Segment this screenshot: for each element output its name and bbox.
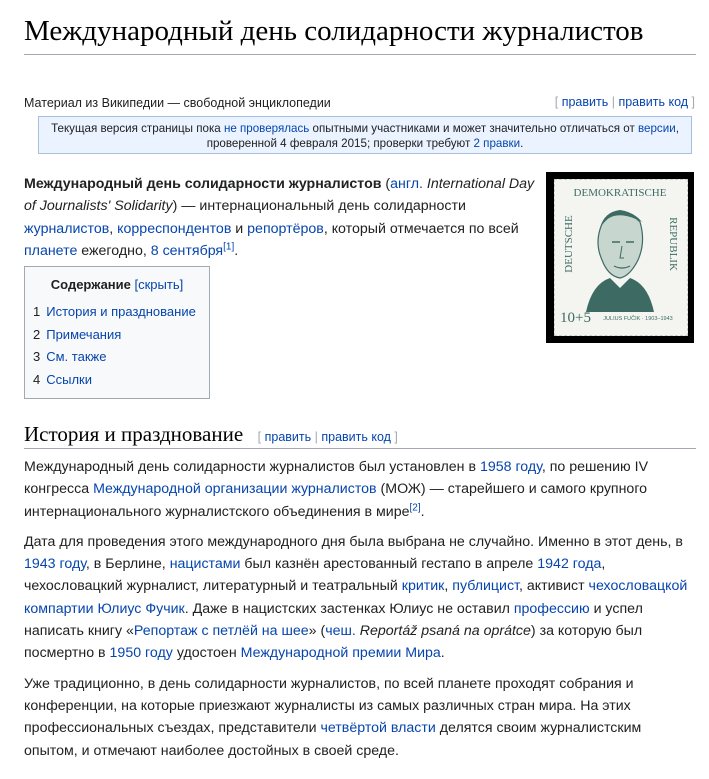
portrait-icon: [586, 210, 654, 312]
link-1958[interactable]: 1958 году: [479, 459, 542, 475]
link-party[interactable]: чехословацкой компартии: [24, 578, 688, 617]
link-profession[interactable]: профессию: [513, 600, 590, 617]
section-body: [24, 456, 696, 770]
table-of-contents: [24, 266, 210, 399]
version-link[interactable]: версии: [638, 122, 676, 135]
toc-hide-toggle[interactable]: [скрыть]: [134, 277, 184, 292]
section-heading-text: История и празднование: [24, 422, 244, 446]
paragraph-1: Международный день солидарности журналистов был установлен в 1958 году, по решению IV конгресса Международной организации журналистов (МОЖ) — старейшего и самого крупного интернационального журналистского объединения в мире[2].: [24, 459, 649, 520]
stamp-right-text: REPUBLIK: [667, 217, 679, 271]
edit-link[interactable]: править: [561, 95, 609, 109]
link-critic[interactable]: критик: [401, 578, 445, 595]
link-fucik[interactable]: Юлиус Фучик: [97, 600, 185, 617]
link-1943[interactable]: 1943 году: [24, 556, 86, 573]
link-czech[interactable]: чеш.: [325, 623, 356, 640]
stamp-top-text: DEMOKRATISCHE: [573, 187, 667, 199]
toc-title: Содержание: [50, 277, 131, 292]
lang-link[interactable]: англ.: [390, 176, 423, 192]
link-ioj[interactable]: Международной организации журналистов: [93, 481, 377, 498]
link-1950[interactable]: 1950 году: [109, 645, 173, 662]
pending-edits-link[interactable]: 2 правки: [473, 137, 521, 150]
stamp-caption: JULIUS FUČIK · 1903–1943: [603, 316, 673, 322]
paragraph-3: Уже традиционно, в день солидарности журналистов, по всей планете проходят собрания и конференции, на которые приезжают журналисты из самых различных стран мира. На этих профессиональных съездах, представители четвёртой власти делятся своим журналистским опытом, и отмечают наиболее достойных в своей среде.: [24, 675, 642, 759]
section-edit-links: [ править | править код ]: [257, 430, 398, 444]
link-nazis[interactable]: нацистами: [169, 556, 241, 573]
link-reporters[interactable]: репортёров: [247, 220, 324, 237]
link-correspondents[interactable]: корреспондентов: [117, 220, 232, 237]
link-date[interactable]: 8 сентября: [150, 242, 224, 259]
link-peace-prize[interactable]: Международной премии Мира: [240, 645, 441, 662]
lead-bold-title: Международный день солидарности журналистов: [24, 176, 382, 192]
link-publicist[interactable]: публицист: [452, 578, 519, 595]
link-book[interactable]: Репортаж с петлёй на шее: [133, 623, 309, 640]
edit-code-link[interactable]: править код: [618, 95, 689, 109]
ref-2[interactable]: [2]: [409, 501, 421, 513]
site-subtitle: Материал из Википедии — свободной энциклопедии: [24, 96, 331, 110]
lead-paragraph: Международный день солидарности журналистов (англ. International Day of Journalists' Solidarity) — интернациональный день солидарности журналистов, корреспондентов и репортёров, который отмечается по всей планете ежегодно, 8 сентября[1].: [24, 176, 535, 259]
page-edit-links: [ править | править код ]: [554, 95, 695, 109]
toc-item[interactable]: 4 Ссылки: [33, 371, 93, 387]
toc-item[interactable]: 1 История и празднование: [33, 304, 196, 319]
link-journalists[interactable]: журналистов: [24, 220, 110, 237]
stamp-left-text: DEUTSCHE: [563, 215, 575, 273]
link-1942[interactable]: 1942 года: [537, 556, 602, 573]
not-reviewed-link[interactable]: не проверялась: [223, 122, 310, 135]
toc-item[interactable]: 2 Примечания: [33, 326, 122, 342]
section-edit-link[interactable]: править: [264, 430, 312, 444]
link-fourth-estate[interactable]: четвёртой власти: [320, 720, 436, 737]
paragraph-2: Дата для проведения этого международного дня была выбрана не случайно. Именно в этот день, в 1943 году, в Берлине, нацистами был казнён арестованный гестапо в апреле 1942 года, чехословацкий журналист, литературный и театральный критик, публицист, активист чехословацкой компартии Юлиус Фучик. Даже в нацистских застенках Юлиус не оставил профессию и успел написать книгу «Репортаж с петлёй на шее» (чеш. Reportáž psaná na oprátce) за которую был посмертно в 1950 году удостоен Международной премии Мира.: [24, 533, 688, 662]
page-title: Международный день солидарности журналистов: [24, 12, 696, 55]
stamp-image[interactable]: [546, 172, 694, 343]
ref-1[interactable]: [1]: [223, 241, 235, 253]
stamp-artwork: [546, 172, 694, 343]
toc-list: [33, 301, 196, 391]
review-notice: Текущая версия страницы пока не проверялась опытными участниками и может значительно отличаться от версии, проверенной 4 февраля 2015; проверки требуют 2 правки.: [38, 116, 692, 154]
stamp-value: 10+5: [560, 310, 591, 326]
section-heading: [24, 422, 696, 449]
toc-item[interactable]: 3 См. также: [33, 349, 107, 364]
link-planet[interactable]: планете: [24, 242, 78, 259]
section-edit-code-link[interactable]: править код: [321, 430, 391, 444]
